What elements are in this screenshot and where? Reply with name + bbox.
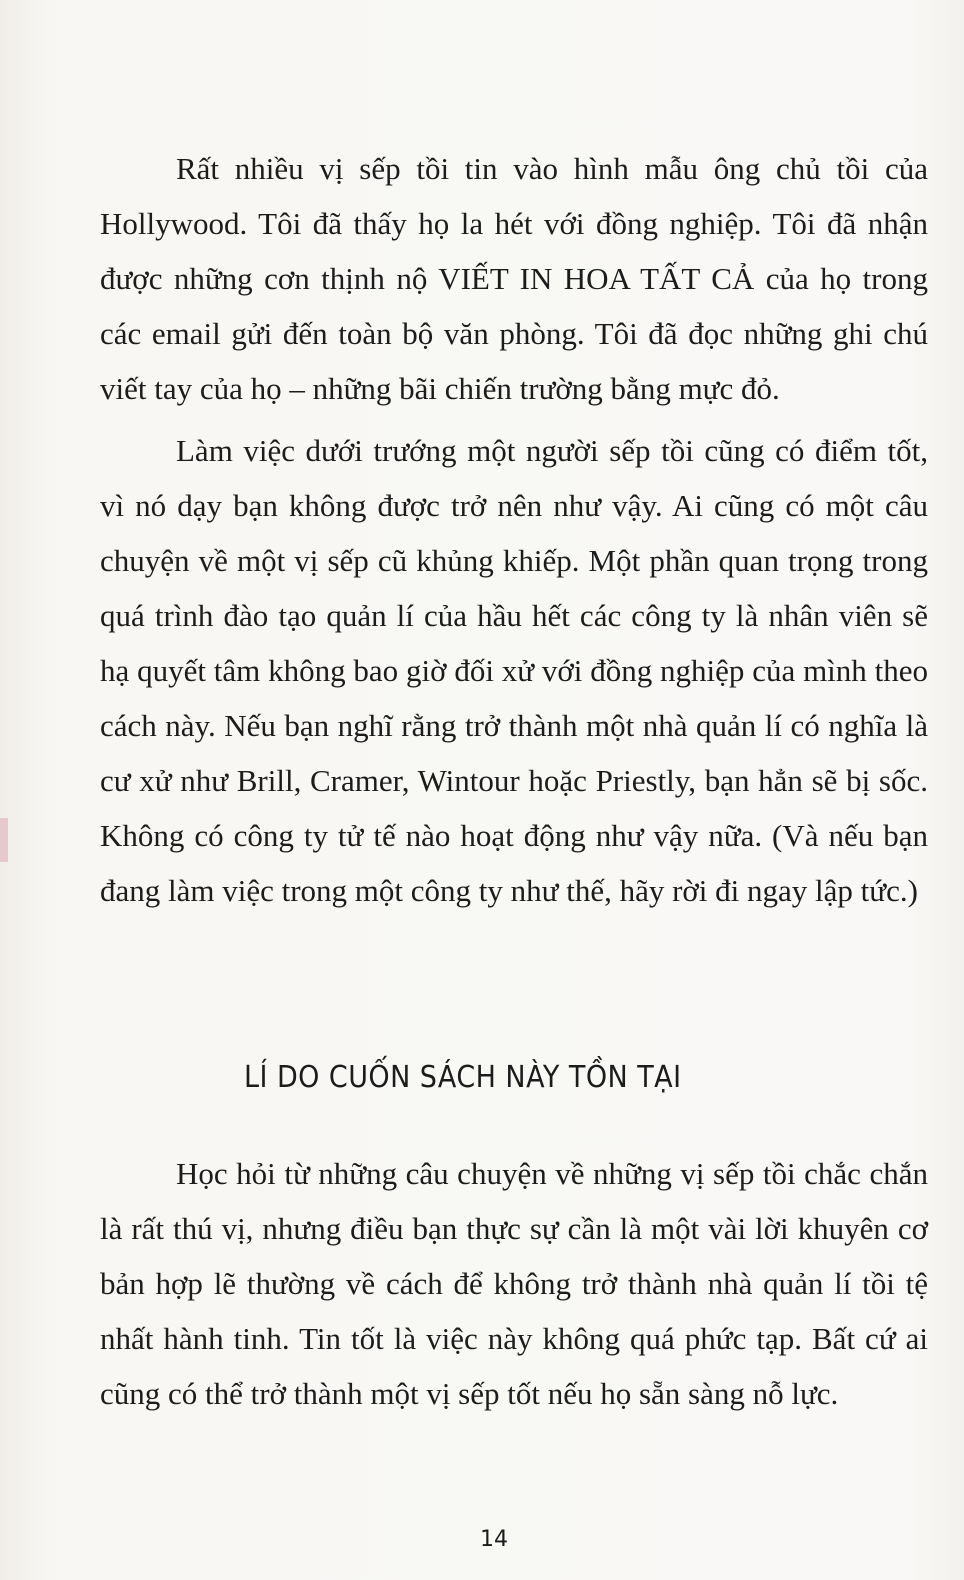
page-edge-mark bbox=[0, 818, 8, 862]
paragraph-3: Học hỏi từ những câu chuyện về những vị sếp tồi chắc chắn là rất thú vị, nhưng điều bạn thực sự cần là một vài lời khuyên cơ bản hợp lẽ thường về cách để không trở thành nhà quản lí tồi tệ nhất hành tinh. Tin tốt là việc này không quá phức tạp. Bất cứ ai cũng có thể trở thành một vị sếp tốt nếu họ sẵn sàng nỗ lực. bbox=[100, 1156, 928, 1411]
page-number: 14 bbox=[480, 1527, 508, 1552]
section-heading: LÍ DO CUỐN SÁCH NÀY TỒN TẠI bbox=[244, 1060, 682, 1095]
paragraph-1: Rất nhiều vị sếp tồi tin vào hình mẫu ông chủ tồi của Hollywood. Tôi đã thấy họ la hét với đồng nghiệp. Tôi đã nhận được những cơn thịnh nộ VIẾT IN HOA TẤT CẢ của họ trong các email gửi đến toàn bộ văn phòng. Tôi đã đọc những ghi chú viết tay của họ – những bãi chiến trường bằng mực đỏ. bbox=[100, 151, 928, 406]
paragraph-2: Làm việc dưới trướng một người sếp tồi cũng có điểm tốt, vì nó dạy bạn không được trở nên như vậy. Ai cũng có một câu chuyện về một vị sếp cũ khủng khiếp. Một phần quan trọng trong quá trình đào tạo quản lí của hầu hết các công ty là nhân viên sẽ hạ quyết tâm không bao giờ đối xử với đồng nghiệp của mình theo cách này. Nếu bạn nghĩ rằng trở thành một nhà quản lí có nghĩa là cư xử như Brill, Cramer, Wintour hoặc Priestly, bạn hẳn sẽ bị sốc. Không có công ty tử tế nào hoạt động như vậy nữa. (Và nếu bạn đang làm việc trong một công ty như thế, hãy rời đi ngay lập tức.) bbox=[100, 433, 928, 908]
